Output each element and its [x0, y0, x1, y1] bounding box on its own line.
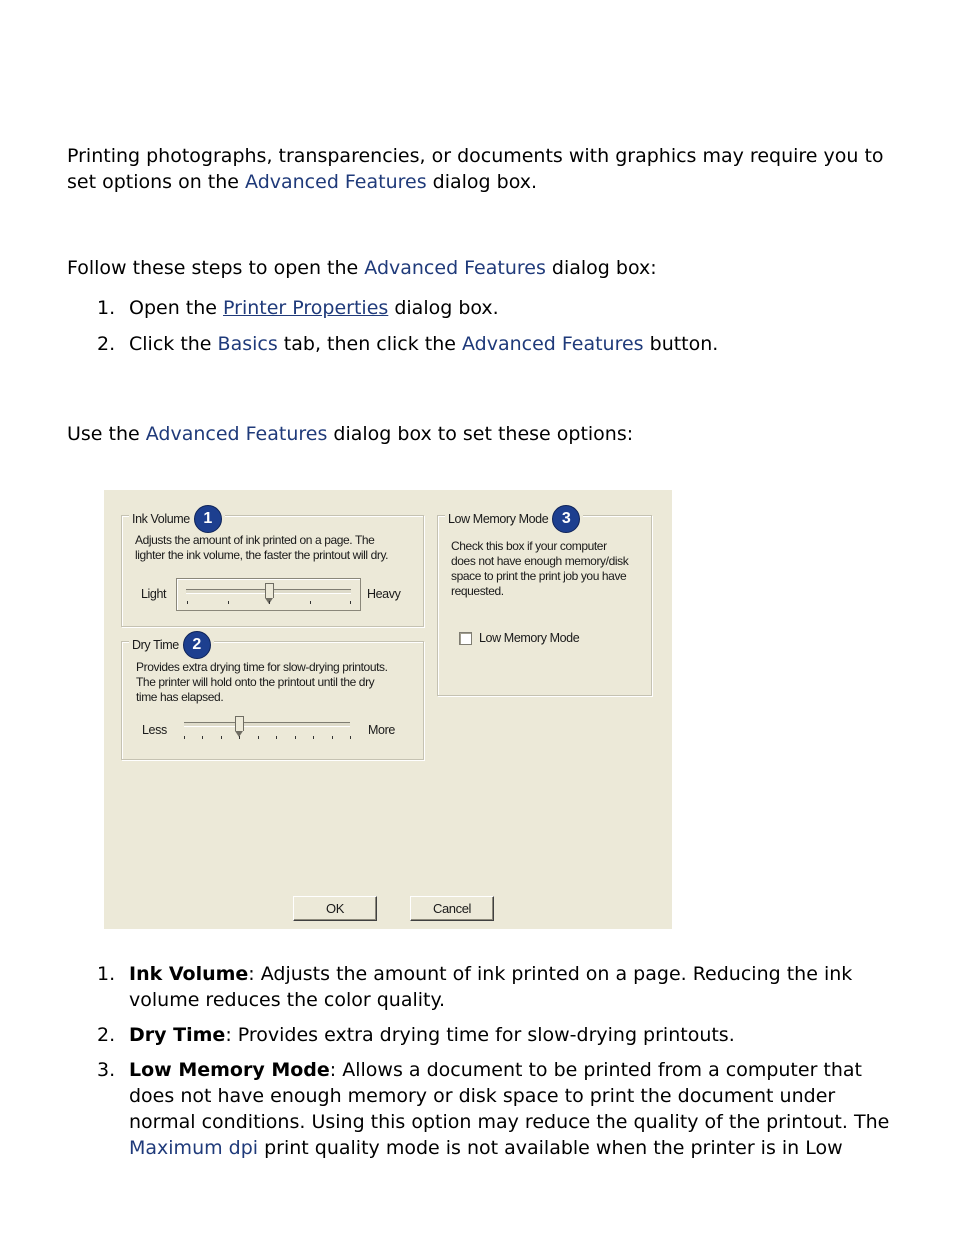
dry-time-label: Dry Time	[132, 638, 179, 652]
slider-tick	[202, 736, 203, 739]
option-term: Dry Time	[129, 1024, 226, 1046]
step-text: Click the	[129, 333, 218, 355]
step-text: Open the	[129, 297, 224, 319]
list-item	[67, 331, 867, 357]
slider-tick	[187, 601, 188, 604]
low-memory-checkbox[interactable]	[459, 632, 472, 645]
maximum-dpi-term: Maximum dpi	[129, 1137, 259, 1159]
steps-list	[67, 295, 867, 367]
slider-tick	[221, 736, 222, 739]
less-label: Less	[142, 723, 167, 737]
advanced-features-term: Advanced Features	[245, 171, 427, 193]
desc-line: Adjusts the amount of ink printed on a page. The	[135, 533, 375, 547]
dry-time-group	[121, 636, 424, 760]
low-memory-label: Low Memory Mode	[448, 512, 549, 526]
callout-badge-2: 2	[183, 631, 211, 659]
advanced-features-term: Advanced Features	[364, 257, 546, 279]
step-text-middle: tab, then click the	[277, 333, 462, 355]
desc-line: space to print the print job you have	[451, 569, 627, 583]
heavy-label: Heavy	[367, 587, 401, 601]
slider-tick	[269, 601, 270, 604]
intro-text: Printing photographs, transparencies, or documents with graphics may require you to set options on the	[67, 145, 884, 193]
option-text-end: print quality mode is not available when the printer is in Low	[258, 1137, 843, 1159]
slider-tick	[295, 736, 296, 739]
slider-tick	[239, 736, 240, 739]
intro-paragraph	[67, 143, 887, 195]
desc-line: lighter the ink volume, the faster the printout will dry.	[135, 548, 389, 562]
slider-tick	[228, 601, 229, 604]
basics-term: Basics	[217, 333, 278, 355]
dry-time-slider-area	[180, 714, 360, 746]
step-text-end: button.	[643, 333, 719, 355]
follow-text: Follow these steps to open the	[67, 257, 365, 279]
use-text-end: dialog box to set these options:	[327, 423, 634, 445]
options-list	[67, 961, 897, 1170]
follow-steps-paragraph	[67, 255, 657, 281]
more-label: More	[368, 723, 395, 737]
low-memory-group	[437, 510, 652, 696]
cancel-button[interactable]: Cancel	[410, 896, 494, 921]
dry-time-description	[136, 660, 388, 705]
option-number: 1.	[97, 963, 116, 985]
use-text: Use the	[67, 423, 146, 445]
desc-line: requested.	[451, 584, 504, 598]
step-text-end: dialog box.	[388, 297, 499, 319]
desc-line: does not have enough memory/disk	[451, 554, 629, 568]
ink-volume-group	[121, 510, 424, 627]
option-term: Ink Volume	[129, 963, 249, 985]
follow-text-end: dialog box:	[545, 257, 657, 279]
light-label: Light	[141, 587, 167, 601]
option-number: 2.	[97, 1024, 116, 1046]
advanced-features-term: Advanced Features	[462, 333, 644, 355]
slider-tick	[313, 736, 314, 739]
list-item	[67, 1057, 897, 1161]
ink-volume-description	[135, 533, 388, 563]
list-item	[67, 961, 897, 1013]
callout-badge-3: 3	[552, 505, 580, 533]
step-number: 1.	[97, 297, 116, 319]
option-text: : Allows a document to be printed from a computer that does not have enough memory or disk space to print the document under normal conditions. Using this option may reduce the quality of the printout. The	[129, 1059, 890, 1133]
step-number: 2.	[97, 333, 116, 355]
low-memory-checkbox-label[interactable]: Low Memory Mode	[479, 631, 580, 645]
dry-time-slider-thumb[interactable]	[235, 716, 244, 731]
slider-tick	[276, 736, 277, 739]
list-item	[67, 1022, 897, 1048]
ink-volume-slider-thumb[interactable]	[265, 583, 274, 598]
option-number: 3.	[97, 1059, 116, 1081]
desc-line: The printer will hold onto the printout until the dry	[136, 675, 375, 689]
intro-text-end: dialog box.	[426, 171, 538, 193]
desc-line: Provides extra drying time for slow-drying printouts.	[136, 660, 388, 674]
ok-button[interactable]: OK	[293, 896, 377, 921]
slider-tick	[184, 736, 185, 739]
slider-tick	[350, 601, 351, 604]
ink-volume-label: Ink Volume	[132, 512, 190, 526]
advanced-features-dialog	[104, 490, 672, 929]
slider-tick	[258, 736, 259, 739]
advanced-features-term: Advanced Features	[145, 423, 328, 445]
list-item	[67, 295, 867, 321]
dry-time-title	[129, 631, 214, 659]
low-memory-description	[451, 539, 628, 599]
callout-badge-1: 1	[194, 505, 222, 533]
use-options-paragraph	[67, 421, 633, 447]
dry-time-slider[interactable]	[184, 722, 350, 727]
slider-tick	[332, 736, 333, 739]
desc-line: Check this box if your computer	[451, 539, 607, 553]
low-memory-title	[445, 505, 583, 533]
slider-tick	[350, 736, 351, 739]
printer-properties-link[interactable]: Printer Properties	[223, 297, 389, 319]
ink-volume-slider-frame	[176, 578, 361, 611]
slider-tick	[310, 601, 311, 604]
option-term: Low Memory Mode	[129, 1059, 330, 1081]
ink-volume-title	[129, 505, 225, 533]
option-text: : Adjusts the amount of ink printed on a page. Reducing the ink volume reduces the color quality.	[129, 963, 853, 1011]
desc-line: time has elapsed.	[136, 690, 224, 704]
option-text: : Provides extra drying time for slow-drying printouts.	[225, 1024, 735, 1046]
